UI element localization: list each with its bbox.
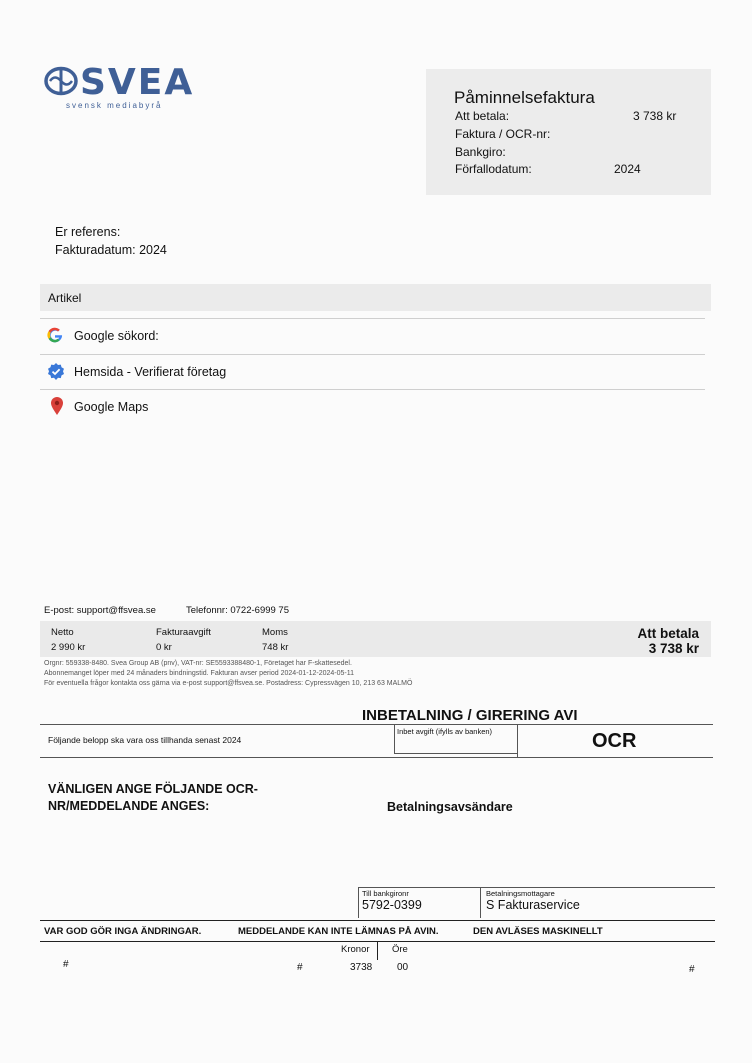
payment-slip-heading: INBETALNING / GIRERING AVI [362, 707, 578, 724]
ocr-instruction-line: NR/MEDDELANDE ANGES: [48, 799, 210, 813]
summary-label-amount: Att betala: [455, 109, 510, 123]
logo-wordmark: SVEA [80, 62, 195, 103]
article-item-google-keywords: Google sökord: [74, 329, 159, 343]
machine-read-notice: DEN AVLÄSES MASKINELLT [473, 926, 603, 937]
article-item-website: Hemsida - Verifierat företag [74, 365, 227, 379]
netto-value: 2 990 kr [51, 642, 86, 653]
recipient-value: S Fakturaservice [486, 898, 580, 912]
no-changes-notice: VAR GOD GÖR INGA ÄNDRINGAR. [44, 926, 202, 937]
contact-email: E-post: support@ffsvea.se [44, 605, 156, 616]
article-item-google-maps: Google Maps [74, 400, 149, 414]
vat-value: 748 kr [262, 642, 289, 653]
bankgiro-value: 5792-0399 [362, 898, 422, 912]
svea-logo-emblem [44, 66, 78, 96]
fine-print-line: Orgnr: 559338-8480. Svea Group AB (pnv), VAT-nr: SE5593388480-1, Företaget har F-skattesedel. [44, 660, 352, 667]
contact-phone: Telefonnr: 0722-6999 75 [186, 605, 289, 616]
divider [480, 887, 481, 918]
no-message-notice: MEDDELANDE KAN INTE LÄMNAS PÅ AVIN. [238, 926, 439, 937]
summary-value-amount: 3 738 kr [633, 109, 677, 123]
divider [394, 724, 395, 753]
total-value: 3 738 kr [648, 641, 699, 656]
total-label: Att betala [637, 626, 699, 641]
divider [40, 757, 713, 758]
vat-label: Moms [262, 627, 288, 638]
summary-value-due-date: 2024 [614, 162, 641, 176]
logo-tagline: svensk mediabyrå [66, 101, 163, 110]
reference-line: Er referens: [55, 225, 121, 239]
ocr-hash-mark: # [63, 959, 69, 970]
divider [40, 920, 715, 921]
fine-print-line: Abonnemanget löper med 24 månaders bindningstid. Fakturan avser period 2024-01-12-2024-05-11 [44, 670, 355, 677]
google-g-icon [45, 325, 65, 345]
ocr-label: OCR [592, 730, 637, 752]
divider [358, 887, 715, 888]
fee-label: Fakturaavgift [156, 627, 211, 638]
article-header-label: Artikel [48, 291, 82, 305]
divider [40, 724, 713, 725]
bankgiro-label: Till bankgironr [362, 889, 409, 898]
ocr-instruction-line: VÄNLIGEN ANGE FÖLJANDE OCR- [48, 782, 258, 796]
fee-value: 0 kr [156, 642, 172, 653]
ocr-hash-mark: # [689, 964, 695, 975]
divider [40, 318, 705, 319]
invoice-date: Fakturadatum: 2024 [55, 243, 167, 257]
ocr-hash-mark: # [297, 962, 303, 973]
summary-label-due-date: Förfallodatum: [455, 162, 532, 176]
ore-label: Öre [392, 944, 408, 955]
verified-badge-icon [46, 362, 66, 382]
article-header-bar [40, 284, 711, 311]
map-pin-icon [50, 396, 64, 416]
divider [377, 942, 378, 960]
ore-value: 00 [397, 962, 409, 973]
payment-sender-label: Betalningsavsändare [387, 800, 513, 814]
netto-label: Netto [51, 627, 74, 638]
summary-label-ocr: Faktura / OCR-nr: [455, 127, 551, 141]
kronor-value: 3738 [350, 962, 373, 973]
totals-bar [40, 621, 711, 657]
invoice-title: Påminnelsefaktura [454, 88, 595, 107]
recipient-label: Betalningsmottagare [486, 889, 555, 898]
divider [394, 753, 517, 754]
divider [40, 354, 705, 355]
divider [358, 887, 359, 918]
divider [517, 724, 518, 757]
divider [40, 389, 705, 390]
summary-label-bankgiro: Bankgiro: [455, 145, 506, 159]
fine-print-line: För eventuella frågor kontakta oss gärna via e-post support@ffsvea.se. Postadress: Cypressvägen 10, 213 63 MALMÖ [44, 680, 413, 687]
kronor-label: Kronor [341, 944, 370, 955]
bank-fee-label: Inbet avgift (ifylls av banken) [397, 727, 493, 736]
payment-deadline-text: Följande belopp ska vara oss tillhanda senast 2024 [48, 735, 242, 745]
